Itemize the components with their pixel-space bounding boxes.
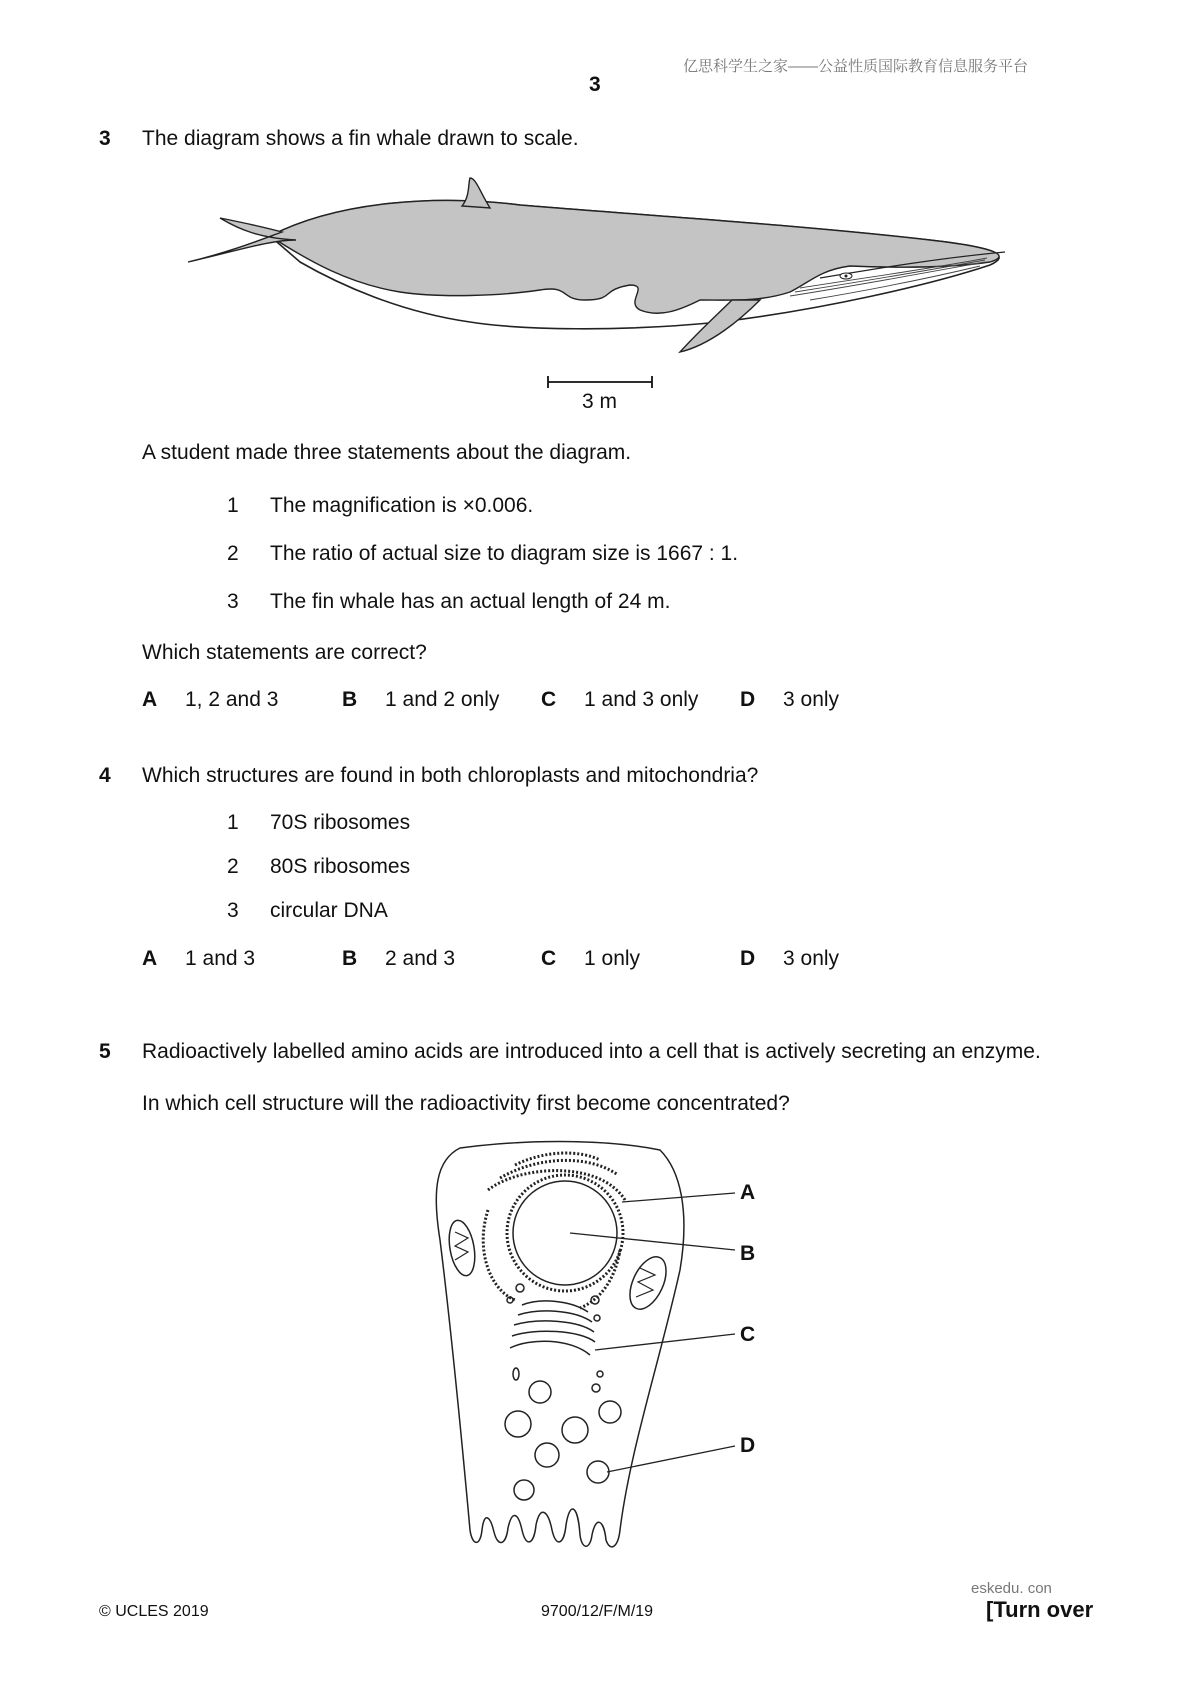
q4-item-3: circular DNA (270, 899, 388, 922)
nuclear-envelope-outer (507, 1175, 623, 1291)
label-c: C (740, 1323, 756, 1346)
golgi-1 (522, 1301, 588, 1312)
q5-number: 5 (99, 1040, 111, 1063)
q3-option-b[interactable]: 1 and 2 only (385, 688, 500, 711)
q3-option-b-letter[interactable]: B (342, 688, 358, 711)
q3-statement-2-num: 2 (227, 542, 239, 565)
q3-statement-1-num: 1 (227, 494, 239, 517)
label-b: B (740, 1242, 756, 1265)
q3-intro: A student made three statements about the diagram. (142, 441, 632, 464)
q4-number: 4 (99, 764, 111, 787)
q4-option-d-letter[interactable]: D (740, 947, 756, 970)
turn-over[interactable]: [Turn over (986, 1597, 1094, 1622)
q5-question: In which cell structure will the radioactivity first become concentrated? (142, 1092, 790, 1115)
mitochondrion-left (445, 1218, 478, 1277)
q4-item-2: 80S ribosomes (270, 855, 411, 878)
footer-code: 9700/12/F/M/19 (541, 1603, 654, 1620)
leader-c (595, 1334, 735, 1350)
golgi-3 (514, 1321, 594, 1332)
q3-statement-3-num: 3 (227, 590, 239, 613)
q3-statement-3: The fin whale has an actual length of 24 m. (270, 590, 671, 613)
q4-option-a[interactable]: 1 and 3 (185, 947, 256, 970)
leader-d (607, 1446, 735, 1472)
q3-option-d-letter[interactable]: D (740, 688, 756, 711)
label-a: A (740, 1181, 756, 1204)
golgi-4 (512, 1331, 595, 1342)
q3-statement-2: The ratio of actual size to diagram size is 1667 : 1. (270, 542, 739, 565)
mitochondrion-right (623, 1251, 674, 1314)
q4-item-1-num: 1 (227, 811, 239, 834)
leader-a (622, 1193, 735, 1202)
q4-option-c[interactable]: 1 only (584, 947, 641, 970)
q3-option-d[interactable]: 3 only (783, 688, 840, 711)
label-d: D (740, 1434, 756, 1457)
q4-item-1: 70S ribosomes (270, 811, 411, 834)
footer-copyright: © UCLES 2019 (99, 1603, 209, 1620)
q4-item-3-num: 3 (227, 899, 239, 922)
leader-b (570, 1233, 735, 1250)
secretory-vesicle-d (587, 1461, 609, 1483)
footer-site: eskedu. con (971, 1580, 1052, 1597)
q4-option-b-letter[interactable]: B (342, 947, 358, 970)
header-watermark: 亿思科学生之家——公益性质国际教育信息服务平台 (683, 58, 1029, 75)
q4-option-a-letter[interactable]: A (142, 947, 158, 970)
q3-option-c[interactable]: 1 and 3 only (584, 688, 699, 711)
golgi-5 (510, 1341, 590, 1355)
q3-option-a[interactable]: 1, 2 and 3 (185, 688, 279, 711)
q4-option-b[interactable]: 2 and 3 (385, 947, 456, 970)
q3-stem: The diagram shows a fin whale drawn to scale. (142, 127, 579, 150)
q3-question: Which statements are correct? (142, 641, 427, 664)
q5-stem: Radioactively labelled amino acids are introduced into a cell that is actively secreting an enzyme. (142, 1040, 1041, 1063)
scale-label: 3 m (582, 390, 618, 413)
q3-statement-1: The magnification is ×0.006. (270, 494, 534, 517)
nucleus (513, 1181, 617, 1285)
q3-option-a-letter[interactable]: A (142, 688, 158, 711)
q4-option-c-letter[interactable]: C (541, 947, 557, 970)
golgi-2 (518, 1311, 592, 1322)
q3-option-c-letter[interactable]: C (541, 688, 557, 711)
q4-item-2-num: 2 (227, 855, 239, 878)
page-number: 3 (589, 73, 601, 96)
q3-number: 3 (99, 127, 111, 150)
q4-stem: Which structures are found in both chloroplasts and mitochondria? (142, 764, 759, 787)
q4-option-d[interactable]: 3 only (783, 947, 840, 970)
